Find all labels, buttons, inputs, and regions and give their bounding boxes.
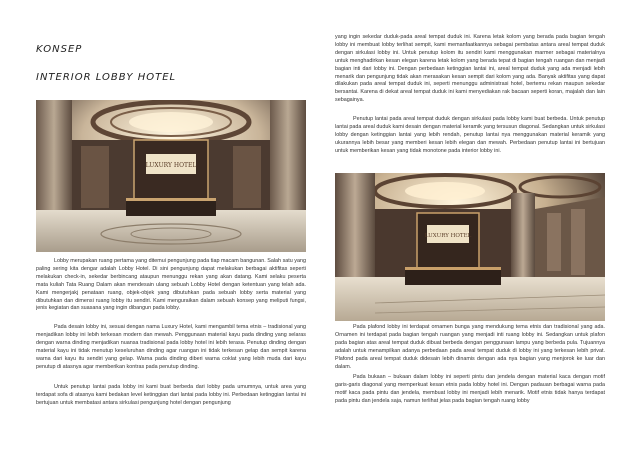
right-paragraph-1: yang ingin sekedar duduk-pada areal tempat duduk ini. Karena letak kolom yang berada pada bagian tengah lobby ini membuat lobby terlihat sempit, kami memanfaatkannya sebagai pembatas antara areal tempat duduk dengan sirkulasi lobby ini. Untuk penutup kolom itu sendiri kami menggunakan marmer sebagai materialnya untuk menghadirkan kesan elegan karena letak kolom yang berada tepat di bagian tengah ruangan dan menjadi bagian inti dari lobby ini. Dengan perbedaan ketinggian lantai ini, areal tempat duduk yang ada menjadi lebih menarik dan pengunjung tidak akan merasakan kesan sempit dari kolom yang ada. Banyak aktifitas yang dapat dilakukan pada areal tempat duduk ini, seperti menunggu administrasi hotel, bertemu rekan maupun sekedar bersantai. Karena di dekat areal tempat duduk ini kami menyediakan rak bacaan seperti koran, majalah dan lain sebagainya. — [335, 34, 605, 104]
right-paragraph-2: Penutup lantai pada areal tempat duduk dengan sirkulasi pada lobby kami buat berbeda. Untuk penutup lantai pada areal duduk kami desain dengan material keramik yang tersusun diagonal. Sedangkan untuk sirkulasi lobby dengan ketinggian lantai yang lebih rendah, penutup lantai nya menggunakan material keramik yang ukurannya lebih besar yang memberi kesan lebih elegan dan mewah. Perbedaan penutup lantai ini bertujuan untuk memberikan kesan yang tidak monotone pada interior lobby ini. — [335, 116, 605, 154]
lobby-angle-render — [335, 173, 605, 321]
right-paragraph-4: Pada bukaan – bukaan dalam lobby ini seperti pintu dan jendela dengan material kaca dengan motif garis-garis diagonal yang memperkuat kesan etnis pada lobby hotel ini. Dengan padauan berbagai warna pada motif kaca pada pintu dan jendela, membuat lobby ini menjadi lebih menarik. Motif etnis tidak hanya terdapat pada pintu dan jendela saja, namun terlihat jelas pada bagian tengah ruang lobby — [335, 374, 605, 404]
lobby-sign-text: LUXURY HOTEL — [145, 162, 197, 169]
right-paragraph-3: Pada plafond lobby ini terdapat ornamen bunga yang mendukung tema etnis dan tradisional yang ada. Ornamen ini terdapat pada bagian tengah ruangan yang menjadi inti ruang lobby ini. Sedangkan untuk plafon pada bagian atas areal tempat duduk dibuat berbeda dengan penggunaan lampu yang berbeda pula. Tujuannya adalah untuk menampilkan adanya perbedaan pada areal tempat duduk di lobby ini yang terkesan lebih privat. Plafond pada areal tempat duduk didesain lebih dinamis dengan ada nya bagian yang menjorok ke luar dan dalam. — [335, 324, 605, 370]
left-paragraph-2: Pada desain lobby ini, sesuai dengan nama Luxury Hotel, kami mengambil tema etnis – tradisional yang menjadikan lobby ini lebih terkesan modern dan mewah. Penggunaan material kayu pada dinding yang selaras dengan warna dinding menjadikan nuansa tradisional pada lobby hotel ini lebih terasa. Penutup dinding dengan material kayu ini tidak menutup keseluruhan dinding agar ruangan ini tidak terkesan gelap dan sempit karena warna dari kayu itu sendiri yang gelap. Warna pada dinding diberi warna coklat yang lebih muda dari kayu penutup di atasnya agar memberikan kontras pada penutup dinding. — [36, 324, 306, 370]
left-paragraph-1: Lobby merupakan ruang pertama yang ditemui pengunjung pada tiap macam bangunan. Salah satu yang paling sering kita dengar adalah Lobby Hotel. Di sini pengunjung dapat melakukan berbagai aktifitas seperti melakukan check-in, sekedar berbincang ataupun menunggu rekan yang akan datang. Kami selaku peserta mata kuliah Tata Ruang Dalam akan mendesain ulang sebuah Lobby Hotel dengan ketentuan yang telah ada. Kami mengerjakj penataan ruang, objek-objek yang dibutuhkan pada sebuah lobby serta material yang dibutuhkan dan dimensi ruang lobby itu sendiri. Kami menguraikan dalam sebuah konsep yang meliputi fungsi, jenis kegiatan dan suasana yang ingin dibangun pada lobby. — [36, 258, 306, 312]
lobby-front-render-drawing — [36, 100, 306, 252]
left-paragraph-3: Untuk penutup lantai pada lobby ini kami buat berbeda dari lobby pada umumnya, untuk area yang terdapat sofa di atasnya kami bedakan level ketinggian dari lantai pada lobby ini. Perbedaan ketinggian lantai ini bertujuan untuk membatasi antara sirkulasi pengunjung hotel dengan pengunjung — [36, 384, 306, 406]
lobby-angle-render-drawing — [335, 173, 605, 321]
document-title: KONSEP — [36, 44, 83, 55]
document-subtitle: INTERIOR LOBBY HOTEL — [36, 72, 177, 83]
lobby-front-render — [36, 100, 306, 252]
lobby-sign-text-2: LUXURY HOTEL — [424, 233, 472, 239]
